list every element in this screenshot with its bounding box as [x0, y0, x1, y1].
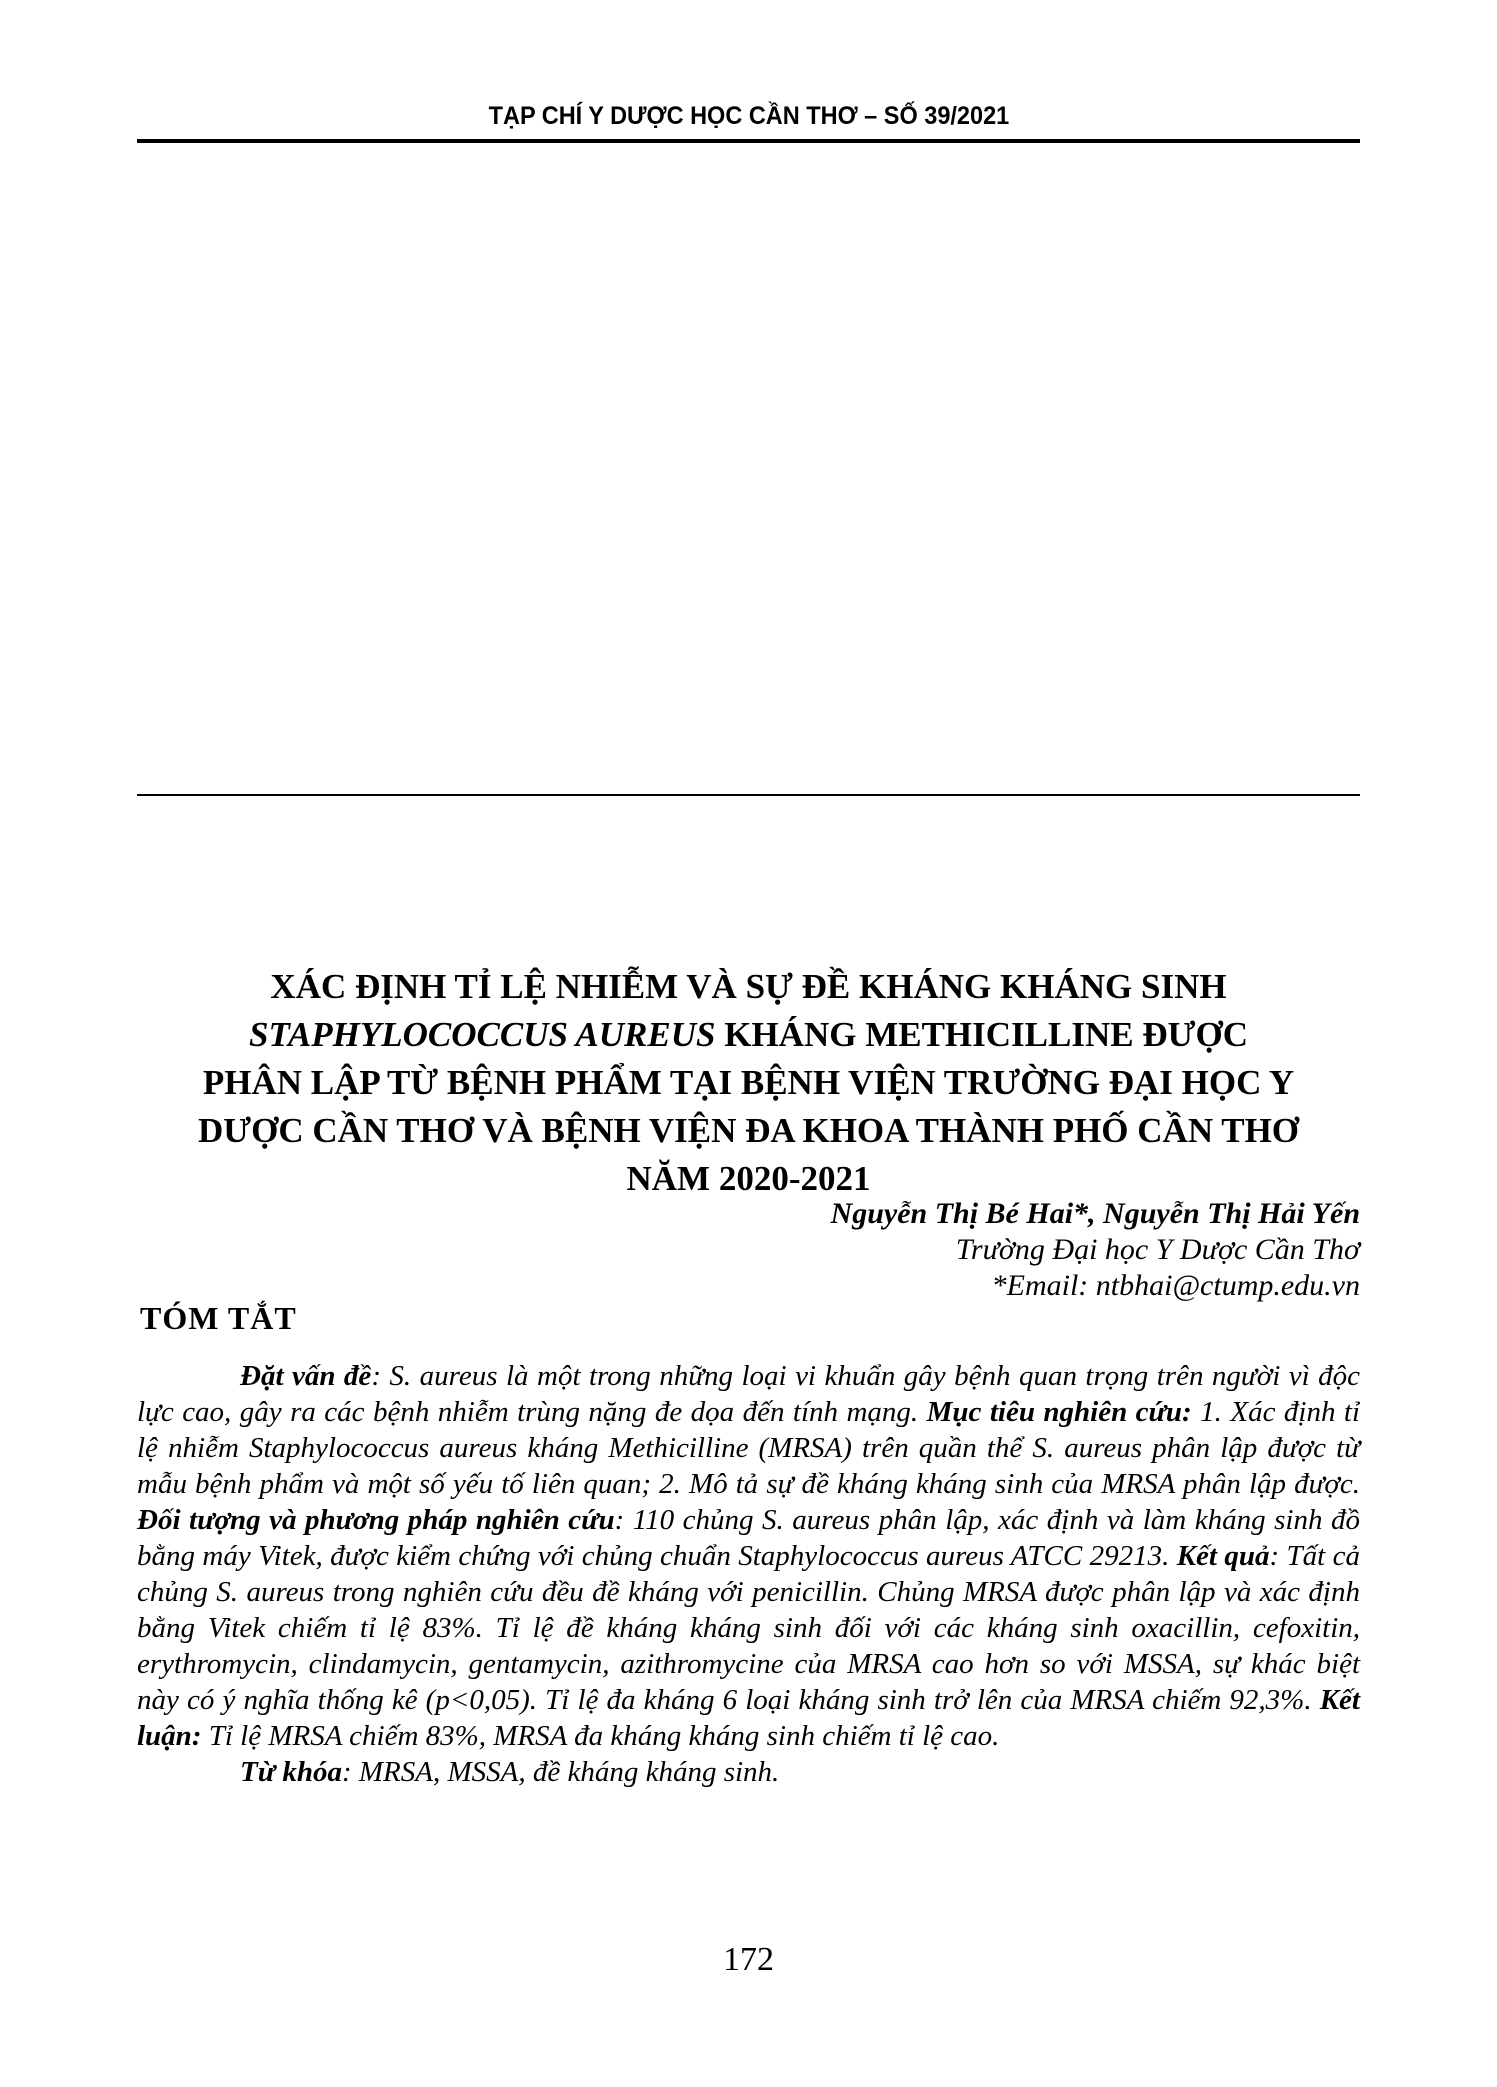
- abstract-label-doi-tuong: Đối tượng và phương pháp nghiên cứu: [137, 1504, 615, 1536]
- paper-title-line-1: XÁC ĐỊNH TỈ LỆ NHIỄM VÀ SỰ ĐỀ KHÁNG KHÁNG SINH: [270, 967, 1227, 1006]
- page-number: 172: [723, 1941, 774, 1978]
- keywords-line: [137, 1754, 1360, 1790]
- paper-title-species-italic: STAPHYLOCOCCUS AUREUS: [249, 1015, 716, 1054]
- author-email: *Email: ntbhai@ctump.edu.vn: [991, 1269, 1360, 1302]
- abstract-body: [137, 1358, 1360, 1790]
- paper-title-line-2-rest: KHÁNG METHICILLINE ĐƯỢC: [715, 1015, 1248, 1054]
- abstract-label-ket-qua: Kết quả: [1176, 1540, 1270, 1572]
- author-names: Nguyễn Thị Bé Hai*, Nguyễn Thị Hải Yến: [830, 1197, 1360, 1230]
- abstract-label-ket-luan: Kết luận:: [137, 1684, 1360, 1752]
- author-affiliation: Trường Đại học Y Dược Cần Thơ: [955, 1233, 1360, 1266]
- journal-header-text: TẠP CHÍ Y DƯỢC HỌC CẦN THƠ – SỐ 39/2021: [488, 102, 1009, 130]
- paper-title-line-4: DƯỢC CẦN THƠ VÀ BỆNH VIỆN ĐA KHOA THÀNH PHỐ CẦN THƠ: [197, 1111, 1300, 1150]
- abstract-label-dat-van-de: Đặt vấn đề: [240, 1360, 372, 1392]
- header-rule: [137, 139, 1360, 143]
- keywords-text: : MRSA, MSSA, đề kháng kháng sinh.: [341, 1756, 780, 1788]
- abstract-heading: TÓM TẮT: [140, 1300, 297, 1336]
- paper-title-line-5: NĂM 2020-2021: [626, 1159, 871, 1198]
- section-divider-rule: [137, 794, 1360, 796]
- keywords-label: Từ khóa: [240, 1756, 342, 1788]
- abstract-label-muc-tieu: Mục tiêu nghiên cứu:: [926, 1396, 1192, 1428]
- paper-title-line-2: [70, 1011, 1427, 1059]
- abstract-text-3: : 110 chủng S. aureus phân lập, xác định và làm kháng sinh đồ bằng máy Vitek, được kiểm chứng với chủng chuẩn Staphylococcus aureus ATCC 29213.: [137, 1504, 1360, 1572]
- abstract-paragraph: [137, 1358, 1360, 1754]
- paper-title: [70, 963, 1427, 1203]
- authors-block: [137, 1196, 1360, 1304]
- abstract-text-1: : S. aureus là một trong những loại vi khuẩn gây bệnh quan trọng trên người vì độc lực cao, gây ra các bệnh nhiễm trùng nặng đe dọa đến tính mạng.: [137, 1360, 1361, 1428]
- abstract-text-2: 1. Xác định tỉ lệ nhiễm Staphylococcus aureus kháng Methicilline (MRSA) trên quần thể S. aureus phân lập được từ mẫu bệnh phẩm và một số yếu tố liên quan; 2. Mô tả sự đề kháng kháng sinh của MRSA phân lập được.: [137, 1396, 1361, 1500]
- abstract-text-4: : Tất cả chủng S. aureus trong nghiên cứu đều đề kháng với penicillin. Chủng MRSA được phân lập và xác định bằng Vitek chiếm tỉ lệ 83%. Tỉ lệ đề kháng kháng sinh đối với các kháng sinh oxacillin, cefoxitin, erythromycin, clindamycin, gentamycin, azithromycine của MRSA cao hơn so với MSSA, sự khác biệt này có ý nghĩa thống kê (p<0,05). Tỉ lệ đa kháng 6 loại kháng sinh trở lên của MRSA chiếm 92,3%.: [137, 1540, 1360, 1716]
- abstract-text-5: Tỉ lệ MRSA chiếm 83%, MRSA đa kháng kháng sinh chiếm tỉ lệ cao.: [201, 1720, 1000, 1752]
- paper-title-line-3: PHÂN LẬP TỪ BỆNH PHẨM TẠI BỆNH VIỆN TRƯỜNG ĐẠI HỌC Y: [202, 1063, 1295, 1102]
- journal-header: [0, 99, 1497, 133]
